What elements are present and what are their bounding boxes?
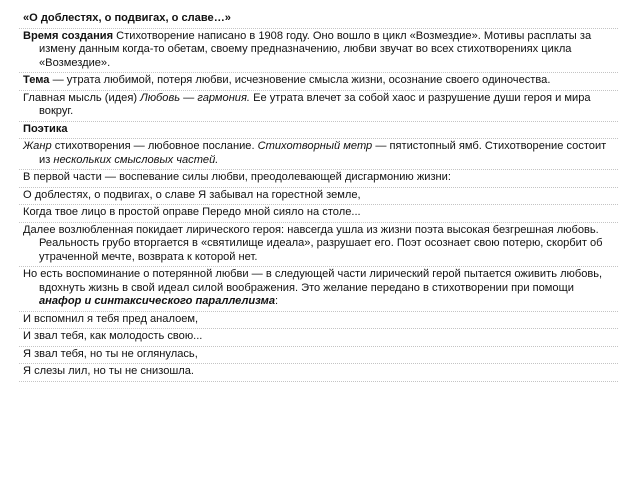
idea-dash: — [180, 91, 198, 104]
genre-text-2: — пятистопный ямб. Стихотворение состоит из [39, 140, 607, 166]
verse-line: И вспомнил я тебя пред аналоем, [19, 312, 618, 330]
idea-rest: Ее утрата влечет за собой хаос и разрушение души героя и мира вокруг. [39, 91, 591, 117]
genre-em: Жанр [23, 140, 52, 152]
genre-row [19, 139, 618, 170]
genre-text-1: стихотворения — любовное послание. [51, 140, 258, 152]
idea-em-love: Любовь [140, 91, 181, 104]
parallelism-em: синтаксического параллелизма [94, 295, 276, 307]
anaphora-em: анафор [39, 295, 82, 307]
poetics-heading: Поэтика [19, 122, 618, 140]
idea-row [19, 91, 618, 122]
parts-em: нескольких смысловых частей. [53, 153, 219, 166]
idea-prefix: Главная мысль (идея) [23, 91, 141, 104]
poem-title: «О доблестях, о подвигах, о славе…» [19, 11, 618, 29]
part1-row: В первой части — воспевание силы любви, преодолевающей дисгармонию жизни: [19, 170, 618, 188]
meter-em: Стихотворный метр [257, 140, 373, 152]
quote-line-1: О доблестях, о подвигах, о славе Я забывал на горестной земле, [19, 188, 618, 206]
quote-line-2: Когда твое лицо в простой оправе Передо мной сияло на столе... [19, 205, 618, 223]
text-table [19, 11, 618, 382]
theme-label: Тема [23, 74, 50, 86]
creation-row [19, 29, 618, 74]
theme-row [19, 73, 618, 91]
part3-text: Но есть воспоминание о потерянной любви — в следующей части лирический герой пытается оживить любовь, вдохнуть жизнь в свой идеал силой воображения. Это желание передано в стихотворении при помощи [23, 268, 603, 294]
theme-text: — утрата любимой, потеря любви, исчезновение смысла жизни, осознание своего одиночества. [49, 74, 551, 86]
verse-line: И звал тебя, как молодость свою... [19, 329, 618, 347]
part2-row: Далее возлюбленная покидает лирического героя: навсегда ушла из жизни поэта высокая безгрешная любовь. Реальность грубо вторгается в «святилище идеала», разрушает его. Поэт осознает свою потерю, скорбит об утраченной мечте, возврата к которой нет. [19, 223, 618, 268]
creation-text: Стихотворение написано в 1908 году. Оно вошло в цикл «Возмездие». Мотивы расплаты за измену данным когда-то обетам, своему предназначению, любви звучат во всех стихотворениях цикла «Возмездие». [39, 29, 592, 69]
part3-row [19, 267, 618, 312]
verse-line: Я слезы лил, но ты не снизошла. [19, 364, 618, 382]
part3-end: : [275, 295, 279, 307]
and-word: и [81, 295, 95, 307]
verse-line: Я звал тебя, но ты не оглянулась, [19, 347, 618, 365]
creation-label: Время создания [23, 29, 114, 42]
idea-em-harmony: гармония. [197, 91, 250, 104]
